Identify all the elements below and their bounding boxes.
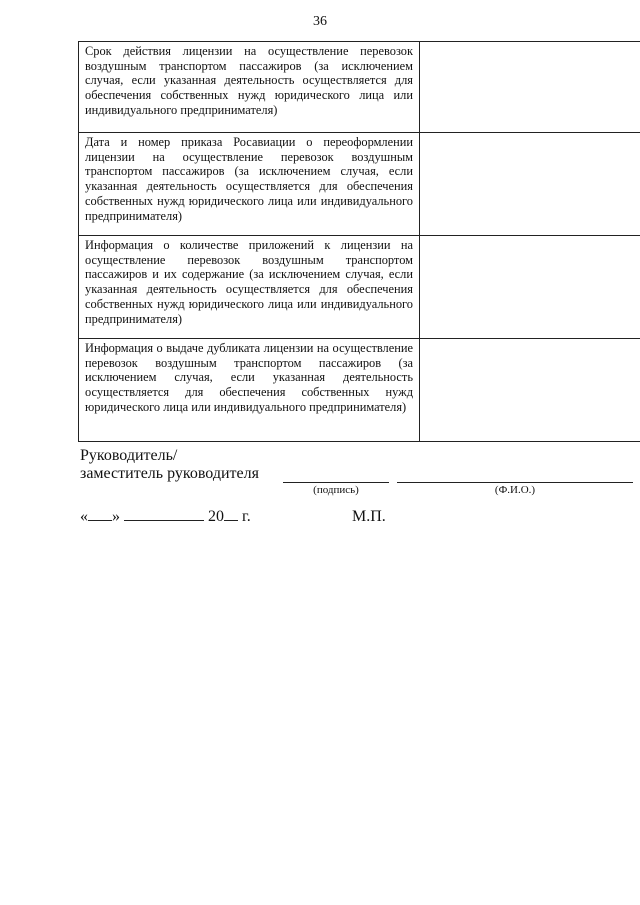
row-label-order-date: Дата и номер приказа Росавиации о переоформлении лицензии на осуществление перевозок воздушным транспортом пассажиров (за исключением случая, если указанная деятельность осуществляется для обеспечения собственных нужд юридического лица или индивидуального предпринимателя) xyxy=(79,133,420,236)
row-value-order-date[interactable] xyxy=(420,133,640,236)
year-blank[interactable] xyxy=(224,508,238,521)
row-value-license-term[interactable] xyxy=(420,42,640,133)
table-row xyxy=(79,42,640,133)
signature-line[interactable] xyxy=(283,482,389,483)
row-label-appendices: Информация о количестве приложений к лицензии на осуществление перевозок воздушным транспортом пассажиров и их содержание (за исключением случая, если указанная деятельность осуществляется для обеспечения собственных нужд юридического лица или индивидуального предпринимателя) xyxy=(79,236,420,339)
table-row xyxy=(79,339,640,442)
close-quote: » xyxy=(112,508,120,525)
table-row xyxy=(79,133,640,236)
day-blank[interactable] xyxy=(88,508,112,521)
row-label-license-term: Срок действия лицензии на осуществление перевозок воздушным транспортом пассажиров (за исключением случая, если указанная деятельность осуществляется для обеспечения собственных нужд юридического лица или индивидуального предпринимателя) xyxy=(79,42,420,133)
page-number: 36 xyxy=(313,14,327,29)
name-caption: (Ф.И.О.) xyxy=(494,484,536,496)
table-row xyxy=(79,236,640,339)
signer-title-line2: заместитель руководителя xyxy=(80,465,259,482)
signer-title-line1: Руководитель/ xyxy=(80,447,178,464)
row-label-duplicate: Информация о выдаче дубликата лицензии на осуществление перевозок воздушным транспортом пассажиров (за исключением случая, если указанная деятельность осуществляется для обеспечения собственных нужд юридического лица или индивидуального предпринимателя) xyxy=(79,339,420,442)
date-line xyxy=(80,508,251,526)
signature-caption: (подпись) xyxy=(313,484,359,496)
year-suffix: г. xyxy=(238,508,251,525)
stamp-place: М.П. xyxy=(352,508,386,525)
row-value-duplicate[interactable] xyxy=(420,339,640,442)
license-info-table xyxy=(78,41,640,442)
row-value-appendices[interactable] xyxy=(420,236,640,339)
open-quote: « xyxy=(80,508,88,525)
name-line[interactable] xyxy=(397,482,633,483)
month-blank[interactable] xyxy=(124,508,204,521)
year-prefix: 20 xyxy=(208,508,224,525)
